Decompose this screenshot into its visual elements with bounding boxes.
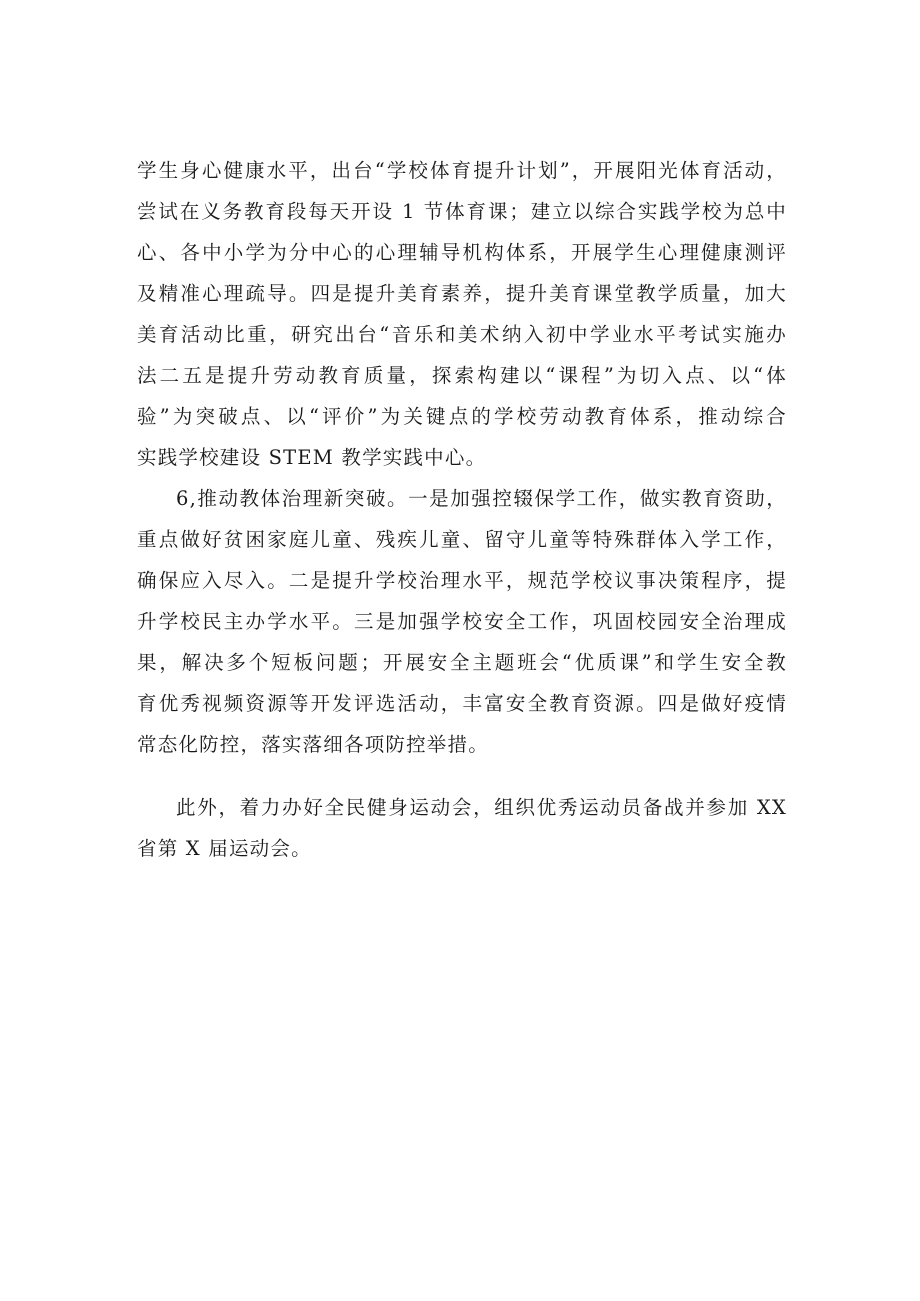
text-line: 确保应入尽入。二是提升学校治理水平，规范学校议事决策程序，提: [137, 569, 787, 592]
paragraph-continuation: [137, 150, 787, 478]
text-line: 升学校民主办学水平。三是加强学校安全工作，巩固校园安全治理成: [137, 610, 787, 633]
text-line: 学生身心健康水平，出台“学校体育提升计划”，开展阳光体育活动，: [137, 159, 787, 182]
text-line: 6,推动教体治理新突破。一是加强控辍保学工作，做实教育资助，: [176, 487, 787, 510]
text-line: 验”为突破点、以“评价”为关键点的学校劳动教育体系，推动综合: [137, 405, 787, 428]
text-line: 美育活动比重，研究出台“音乐和美术纳入初中学业水平考试实施办: [137, 323, 787, 346]
document-body: [137, 150, 787, 869]
text-line: 法二五是提升劳动教育质量，探索构建以“课程”为切入点、以“体: [137, 364, 787, 387]
text-line: 省第 X 届运动会。: [137, 837, 312, 860]
text-line: 重点做好贫困家庭儿童、残疾儿童、留守儿童等特殊群体入学工作，: [137, 528, 787, 551]
text-line: 此外，着力办好全民健身运动会，组织优秀运动员备战并参加 XX: [176, 796, 787, 819]
text-line: 尝试在义务教育段每天开设 1 节体育课；建立以综合实践学校为总中: [137, 200, 787, 223]
paragraph-sports-games: [137, 787, 787, 869]
text-line: 实践学校建设 STEM 教学实践中心。: [137, 446, 487, 469]
text-line: 果，解决多个短板问题；开展安全主题班会“优质课”和学生安全教: [137, 651, 787, 674]
text-line: 育优秀视频资源等开发评选活动，丰富安全教育资源。四是做好疫情: [137, 692, 787, 715]
text-line: 常态化防控，落实落细各项防控举措。: [137, 733, 489, 756]
text-line: 及精准心理疏导。四是提升美育素养，提升美育课堂教学质量，加大: [137, 282, 787, 305]
text-line: 心、各中小学为分中心的心理辅导机构体系，开展学生心理健康测评: [137, 241, 787, 264]
paragraph-governance: [137, 478, 787, 765]
